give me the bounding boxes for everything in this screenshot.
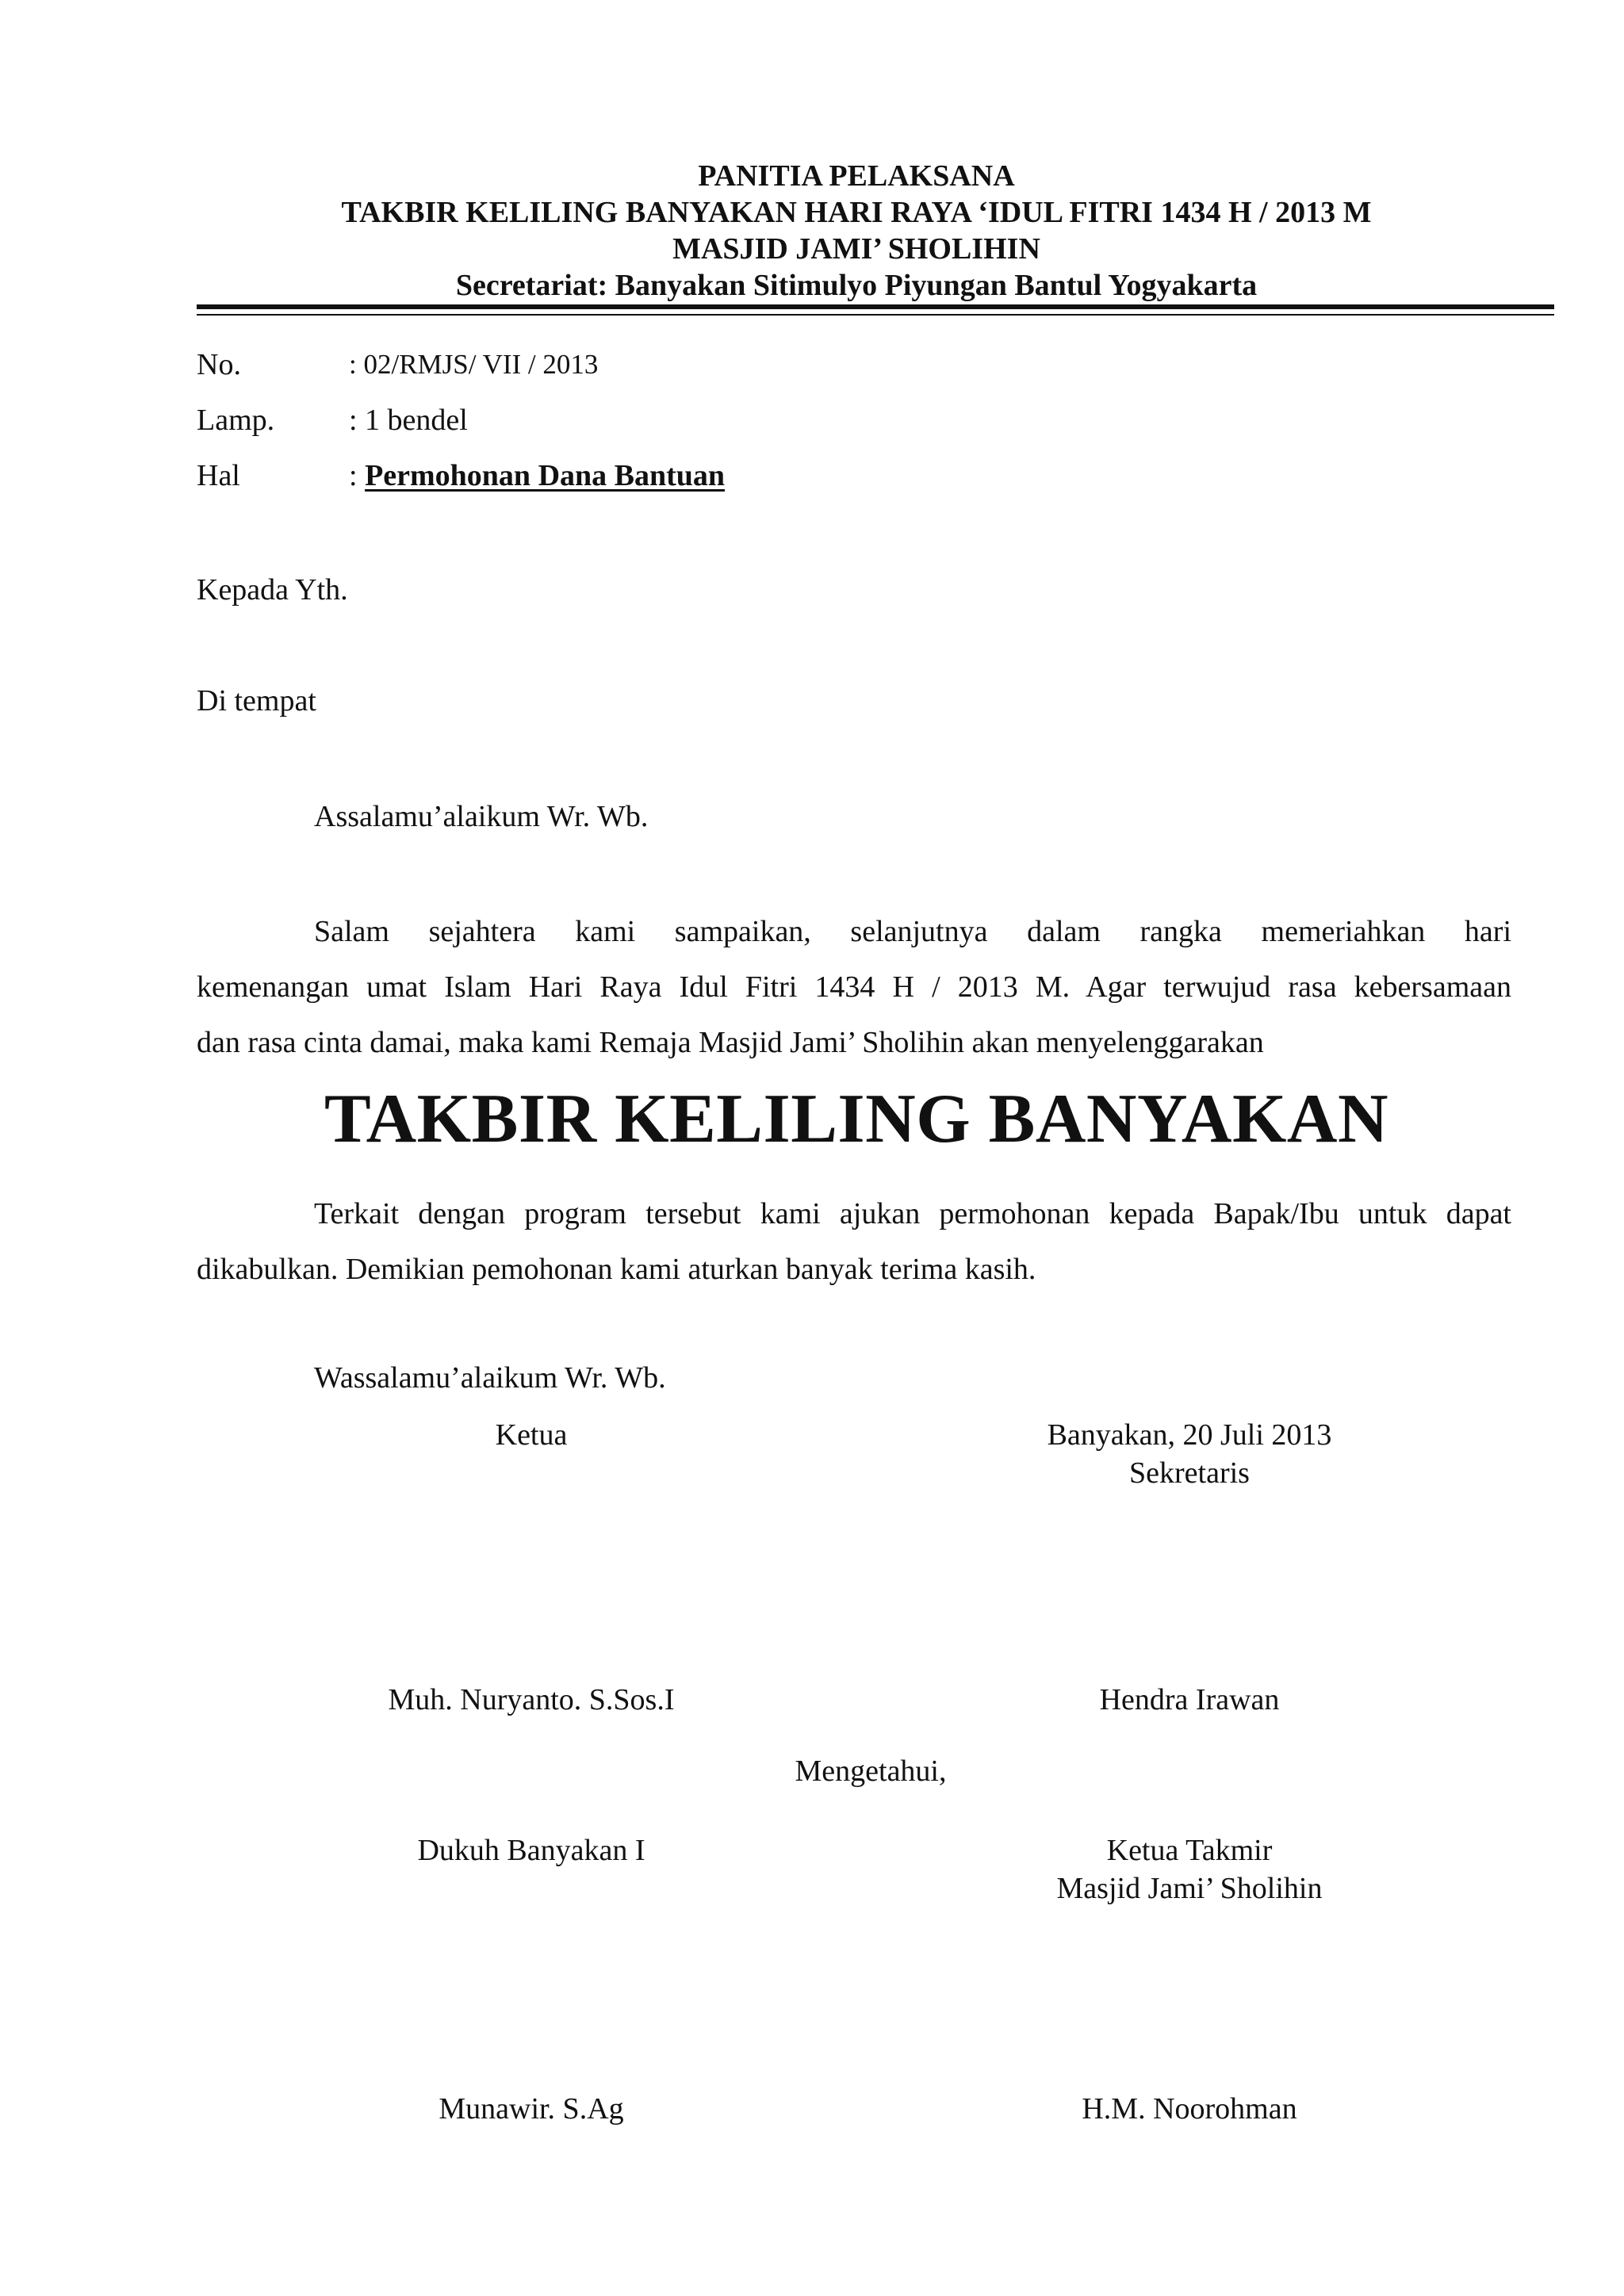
village-head-name: Munawir. S.Ag (439, 2092, 624, 2126)
number-label: No. (197, 348, 241, 381)
letterhead-organizer: PANITIA PELAKSANA (698, 159, 1015, 193)
subject-label: Hal (197, 459, 240, 492)
attachment-value: : 1 bendel (349, 404, 468, 437)
opening-greeting: Assalamu’alaikum Wr. Wb. (314, 800, 649, 833)
letterhead-secretariat: Secretariat: Banyakan Sitimulyo Piyungan Bantul Yogyakarta (455, 269, 1258, 302)
takmir-name: H.M. Noorohman (1082, 2092, 1297, 2126)
letterhead-mosque: MASJID JAMI’ SHOLIHIN (672, 232, 1040, 266)
letterhead-divider-thick (197, 304, 1554, 309)
chair-name: Muh. Nuryanto. S.Sos.I (388, 1683, 675, 1716)
subject-colon: : (349, 459, 366, 492)
paragraph-2-line-1: Terkait dengan program tersebut kami ajukan permohonan kepada Bapak/Ibu untuk dapat (314, 1197, 1511, 1230)
paragraph-1-line-3: dan rasa cinta damai, maka kami Remaja Masjid Jami’ Sholihin akan menyelenggarakan (197, 1026, 1264, 1059)
chair-title: Ketua (495, 1418, 568, 1452)
secretary-title: Sekretaris (1129, 1456, 1250, 1490)
village-head-title: Dukuh Banyakan I (417, 1834, 645, 1867)
number-value: : 02/RMJS/ VII / 2013 (349, 349, 599, 380)
secretary-name: Hendra Irawan (1099, 1683, 1280, 1716)
acknowledged-label: Mengetahui, (795, 1755, 947, 1788)
paragraph-1-line-2: kemenangan umat Islam Hari Raya Idul Fitri 1434 H / 2013 M. Agar terwujud rasa kebersamaan (197, 970, 1511, 1004)
takmir-title-line-2: Masjid Jami’ Sholihin (1056, 1872, 1323, 1905)
letterhead-divider-thin (197, 314, 1554, 316)
paragraph-2-line-2: dikabulkan. Demikian pemohonan kami aturkan banyak terima kasih. (197, 1253, 1036, 1286)
subject-value: Permohonan Dana Bantuan (365, 459, 726, 492)
takmir-title-line-1: Ketua Takmir (1106, 1834, 1273, 1867)
body-paragraph-1 (197, 904, 1511, 1070)
paragraph-1-line-1: Salam sejahtera kami sampaikan, selanjutnya dalam rangka memeriahkan hari (314, 915, 1511, 948)
attachment-label: Lamp. (197, 404, 275, 437)
subject-value-row (349, 457, 725, 495)
recipient-place: Di tempat (197, 684, 316, 718)
place-date: Banyakan, 20 Juli 2013 (1047, 1418, 1332, 1452)
event-title: TAKBIR KELILING BANYAKAN (324, 1081, 1389, 1158)
body-paragraph-2 (197, 1186, 1511, 1297)
closing-greeting: Wassalamu’alaikum Wr. Wb. (314, 1361, 666, 1395)
letterhead-event: TAKBIR KELILING BANYAKAN HARI RAYA ‘IDUL FITRI 1434 H / 2013 M (341, 196, 1372, 229)
recipient-to: Kepada Yth. (197, 573, 348, 607)
